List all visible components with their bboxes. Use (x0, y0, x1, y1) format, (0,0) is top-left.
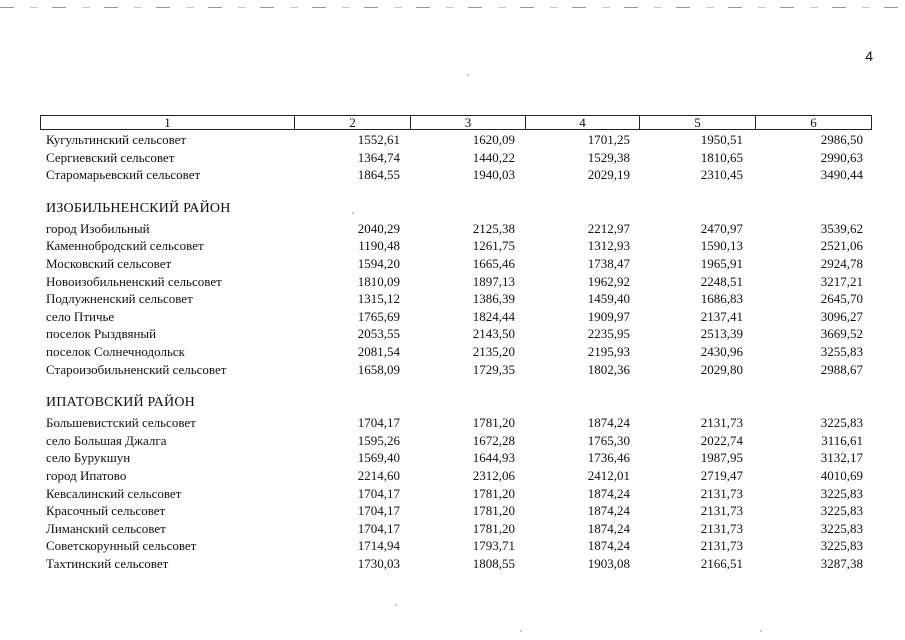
value-col-2: 2081,54 (357, 343, 400, 359)
header-cell-6: 6 (755, 116, 871, 129)
table-row (0, 502, 905, 520)
value-col-4: 1874,24 (587, 503, 630, 519)
value-col-6: 3539,62 (820, 220, 863, 236)
value-col-4: 1903,08 (587, 555, 630, 571)
table-row (0, 520, 905, 538)
value-col-5: 1810,65 (700, 149, 743, 165)
value-col-4: 1874,24 (587, 485, 630, 501)
header-cell-2: 2 (294, 116, 410, 129)
value-col-2: 1658,09 (357, 361, 400, 377)
header-cell-5: 5 (639, 116, 755, 129)
district-heading: ИПАТОВСКИЙ РАЙОН (46, 395, 195, 411)
value-col-3: 1729,35 (472, 361, 515, 377)
settlement-name: Лиманский сельсовет (46, 520, 166, 536)
value-col-4: 2212,97 (587, 220, 630, 236)
settlement-name: город Ипатово (46, 467, 127, 483)
value-col-2: 2214,60 (357, 467, 400, 483)
value-col-6: 2645,70 (820, 291, 863, 307)
scan-speck (395, 604, 397, 606)
value-col-5: 2131,73 (700, 485, 743, 501)
value-col-5: 2430,96 (700, 343, 743, 359)
value-col-3: 1824,44 (472, 308, 515, 324)
value-col-2: 1714,94 (357, 538, 400, 554)
value-col-4: 1736,46 (587, 450, 630, 466)
value-col-4: 1459,40 (587, 291, 630, 307)
value-col-2: 2053,55 (357, 326, 400, 342)
value-col-6: 3225,83 (820, 485, 863, 501)
value-col-4: 2412,01 (587, 467, 630, 483)
value-col-5: 2513,39 (700, 326, 743, 342)
settlement-name: Кевсалинский сельсовет (46, 485, 182, 501)
settlement-name: поселок Солнечнодольск (46, 343, 185, 359)
value-col-4: 2029,19 (587, 167, 630, 183)
value-col-2: 1315,12 (357, 291, 400, 307)
scan-speck (760, 630, 762, 632)
table-row (0, 537, 905, 555)
value-col-6: 3225,83 (820, 520, 863, 536)
value-col-3: 1261,75 (472, 238, 515, 254)
value-col-4: 1738,47 (587, 255, 630, 271)
table-row (0, 361, 905, 379)
value-col-2: 1190,48 (358, 238, 400, 254)
value-col-2: 1730,03 (357, 555, 400, 571)
value-col-3: 1808,55 (472, 555, 515, 571)
value-col-6: 3490,44 (820, 167, 863, 183)
value-col-5: 2248,51 (700, 273, 743, 289)
settlement-name: Старомарьевский сельсовет (46, 167, 201, 183)
value-col-2: 1569,40 (357, 450, 400, 466)
table-row (0, 237, 905, 255)
value-col-4: 2195,93 (587, 343, 630, 359)
table-row (0, 325, 905, 343)
value-col-2: 1364,74 (357, 149, 400, 165)
value-col-6: 2924,78 (820, 255, 863, 271)
value-col-5: 2131,73 (700, 520, 743, 536)
value-col-3: 1644,93 (472, 450, 515, 466)
value-col-3: 2312,06 (472, 467, 515, 483)
value-col-2: 1552,61 (357, 132, 400, 147)
value-col-3: 1440,22 (472, 149, 515, 165)
value-col-2: 2040,29 (357, 220, 400, 236)
table-row (0, 555, 905, 573)
table-row (0, 308, 905, 326)
value-col-5: 2719,47 (700, 467, 743, 483)
value-col-3: 1897,13 (472, 273, 515, 289)
value-col-3: 1620,09 (472, 132, 515, 147)
settlement-name: Кугультинский сельсовет (46, 132, 187, 147)
table-row (0, 432, 905, 450)
value-col-2: 1704,17 (357, 485, 400, 501)
value-col-5: 1950,51 (700, 132, 743, 147)
settlement-name: Староизобильненский сельсовет (46, 361, 227, 377)
value-col-3: 1672,28 (472, 432, 515, 448)
settlement-name: Московский сельсовет (46, 255, 172, 271)
value-col-5: 1686,83 (700, 291, 743, 307)
value-col-2: 1864,55 (357, 167, 400, 183)
settlement-name: город Изобильный (46, 220, 150, 236)
value-col-5: 1987,95 (700, 450, 743, 466)
value-col-3: 1665,46 (472, 255, 515, 271)
value-col-2: 1810,09 (357, 273, 400, 289)
value-col-6: 2988,67 (820, 361, 863, 377)
settlement-name: поселок Рыздвяный (46, 326, 157, 342)
value-col-4: 1765,30 (587, 432, 630, 448)
district-heading: ИЗОБИЛЬНЕНСКИЙ РАЙОН (46, 200, 231, 216)
value-col-2: 1704,17 (357, 520, 400, 536)
value-col-4: 1909,97 (587, 308, 630, 324)
table-row (0, 290, 905, 308)
table-row (0, 131, 905, 149)
scan-speck (520, 630, 522, 632)
value-col-2: 1704,17 (357, 503, 400, 519)
value-col-3: 1781,20 (472, 520, 515, 536)
value-col-3: 1781,20 (472, 415, 515, 431)
header-cell-4: 4 (525, 116, 639, 129)
value-col-6: 4010,69 (820, 467, 863, 483)
value-col-3: 1781,20 (472, 485, 515, 501)
value-col-5: 1590,13 (700, 238, 743, 254)
value-col-5: 2022,74 (700, 432, 743, 448)
value-col-5: 2131,73 (700, 538, 743, 554)
value-col-3: 2125,38 (472, 220, 515, 236)
table-row (0, 343, 905, 361)
value-col-6: 3096,27 (820, 308, 863, 324)
value-col-3: 2143,50 (472, 326, 515, 342)
value-col-3: 2135,20 (472, 343, 515, 359)
value-col-5: 1965,91 (700, 255, 743, 271)
table-row (0, 149, 905, 167)
value-col-6: 3669,52 (820, 326, 863, 342)
settlement-name: Каменнобродский сельсовет (46, 238, 204, 254)
settlement-name: село Птичье (46, 308, 115, 324)
value-col-5: 2310,45 (700, 167, 743, 183)
table-row (0, 166, 905, 184)
settlement-name: Подлужненский сельсовет (46, 291, 193, 307)
value-col-4: 2235,95 (587, 326, 630, 342)
value-col-3: 1386,39 (472, 291, 515, 307)
table-row (0, 467, 905, 485)
value-col-4: 1874,24 (587, 538, 630, 554)
settlement-name: Красочный сельсовет (46, 503, 166, 519)
scan-speck (352, 212, 354, 214)
settlement-name: Большевистский сельсовет (46, 415, 196, 431)
table-row (0, 485, 905, 503)
table-body (0, 131, 905, 572)
value-col-5: 2166,51 (700, 555, 743, 571)
value-col-6: 3255,83 (820, 343, 863, 359)
value-col-4: 1874,24 (587, 520, 630, 536)
header-cell-3: 3 (410, 116, 525, 129)
value-col-5: 2029,80 (700, 361, 743, 377)
value-col-5: 2470,97 (700, 220, 743, 236)
scan-speck (467, 74, 469, 76)
value-col-6: 3116,61 (821, 432, 863, 448)
value-col-6: 3217,21 (820, 273, 863, 289)
value-col-6: 2521,06 (820, 238, 863, 254)
value-col-6: 3287,38 (820, 555, 863, 571)
value-col-5: 2137,41 (700, 308, 743, 324)
table-row (0, 449, 905, 467)
value-col-2: 1595,26 (357, 432, 400, 448)
value-col-2: 1765,69 (357, 308, 400, 324)
value-col-6: 2986,50 (820, 132, 863, 147)
value-col-5: 2131,73 (700, 415, 743, 431)
page-number: 4 (865, 48, 873, 64)
value-col-4: 1312,93 (587, 238, 630, 254)
value-col-3: 1940,03 (472, 167, 515, 183)
value-col-6: 3225,83 (820, 415, 863, 431)
value-col-4: 1701,25 (587, 132, 630, 147)
settlement-name: Советскорунный сельсовет (46, 538, 197, 554)
settlement-name: Тахтинский сельсовет (46, 555, 169, 571)
value-col-6: 3225,83 (820, 503, 863, 519)
value-col-4: 1802,36 (587, 361, 630, 377)
table-row (0, 273, 905, 291)
table-row (0, 255, 905, 273)
settlement-name: Новоизобильненский сельсовет (46, 273, 222, 289)
value-col-4: 1962,92 (587, 273, 630, 289)
table-header-row (40, 115, 872, 130)
scan-artifact-line (0, 7, 905, 8)
header-cell-1: 1 (164, 115, 171, 130)
value-col-3: 1781,20 (472, 503, 515, 519)
settlement-name: село Большая Джалга (46, 432, 167, 448)
table-row (0, 220, 905, 238)
value-col-2: 1594,20 (357, 255, 400, 271)
value-col-6: 2990,63 (820, 149, 863, 165)
table-row (0, 414, 905, 432)
value-col-5: 2131,73 (700, 503, 743, 519)
settlement-name: село Бурукшун (46, 450, 131, 466)
value-col-2: 1704,17 (357, 415, 400, 431)
value-col-3: 1793,71 (472, 538, 515, 554)
value-col-4: 1529,38 (587, 149, 630, 165)
value-col-6: 3132,17 (820, 450, 863, 466)
value-col-6: 3225,83 (820, 538, 863, 554)
value-col-4: 1874,24 (587, 415, 630, 431)
settlement-name: Сергиевский сельсовет (46, 149, 175, 165)
